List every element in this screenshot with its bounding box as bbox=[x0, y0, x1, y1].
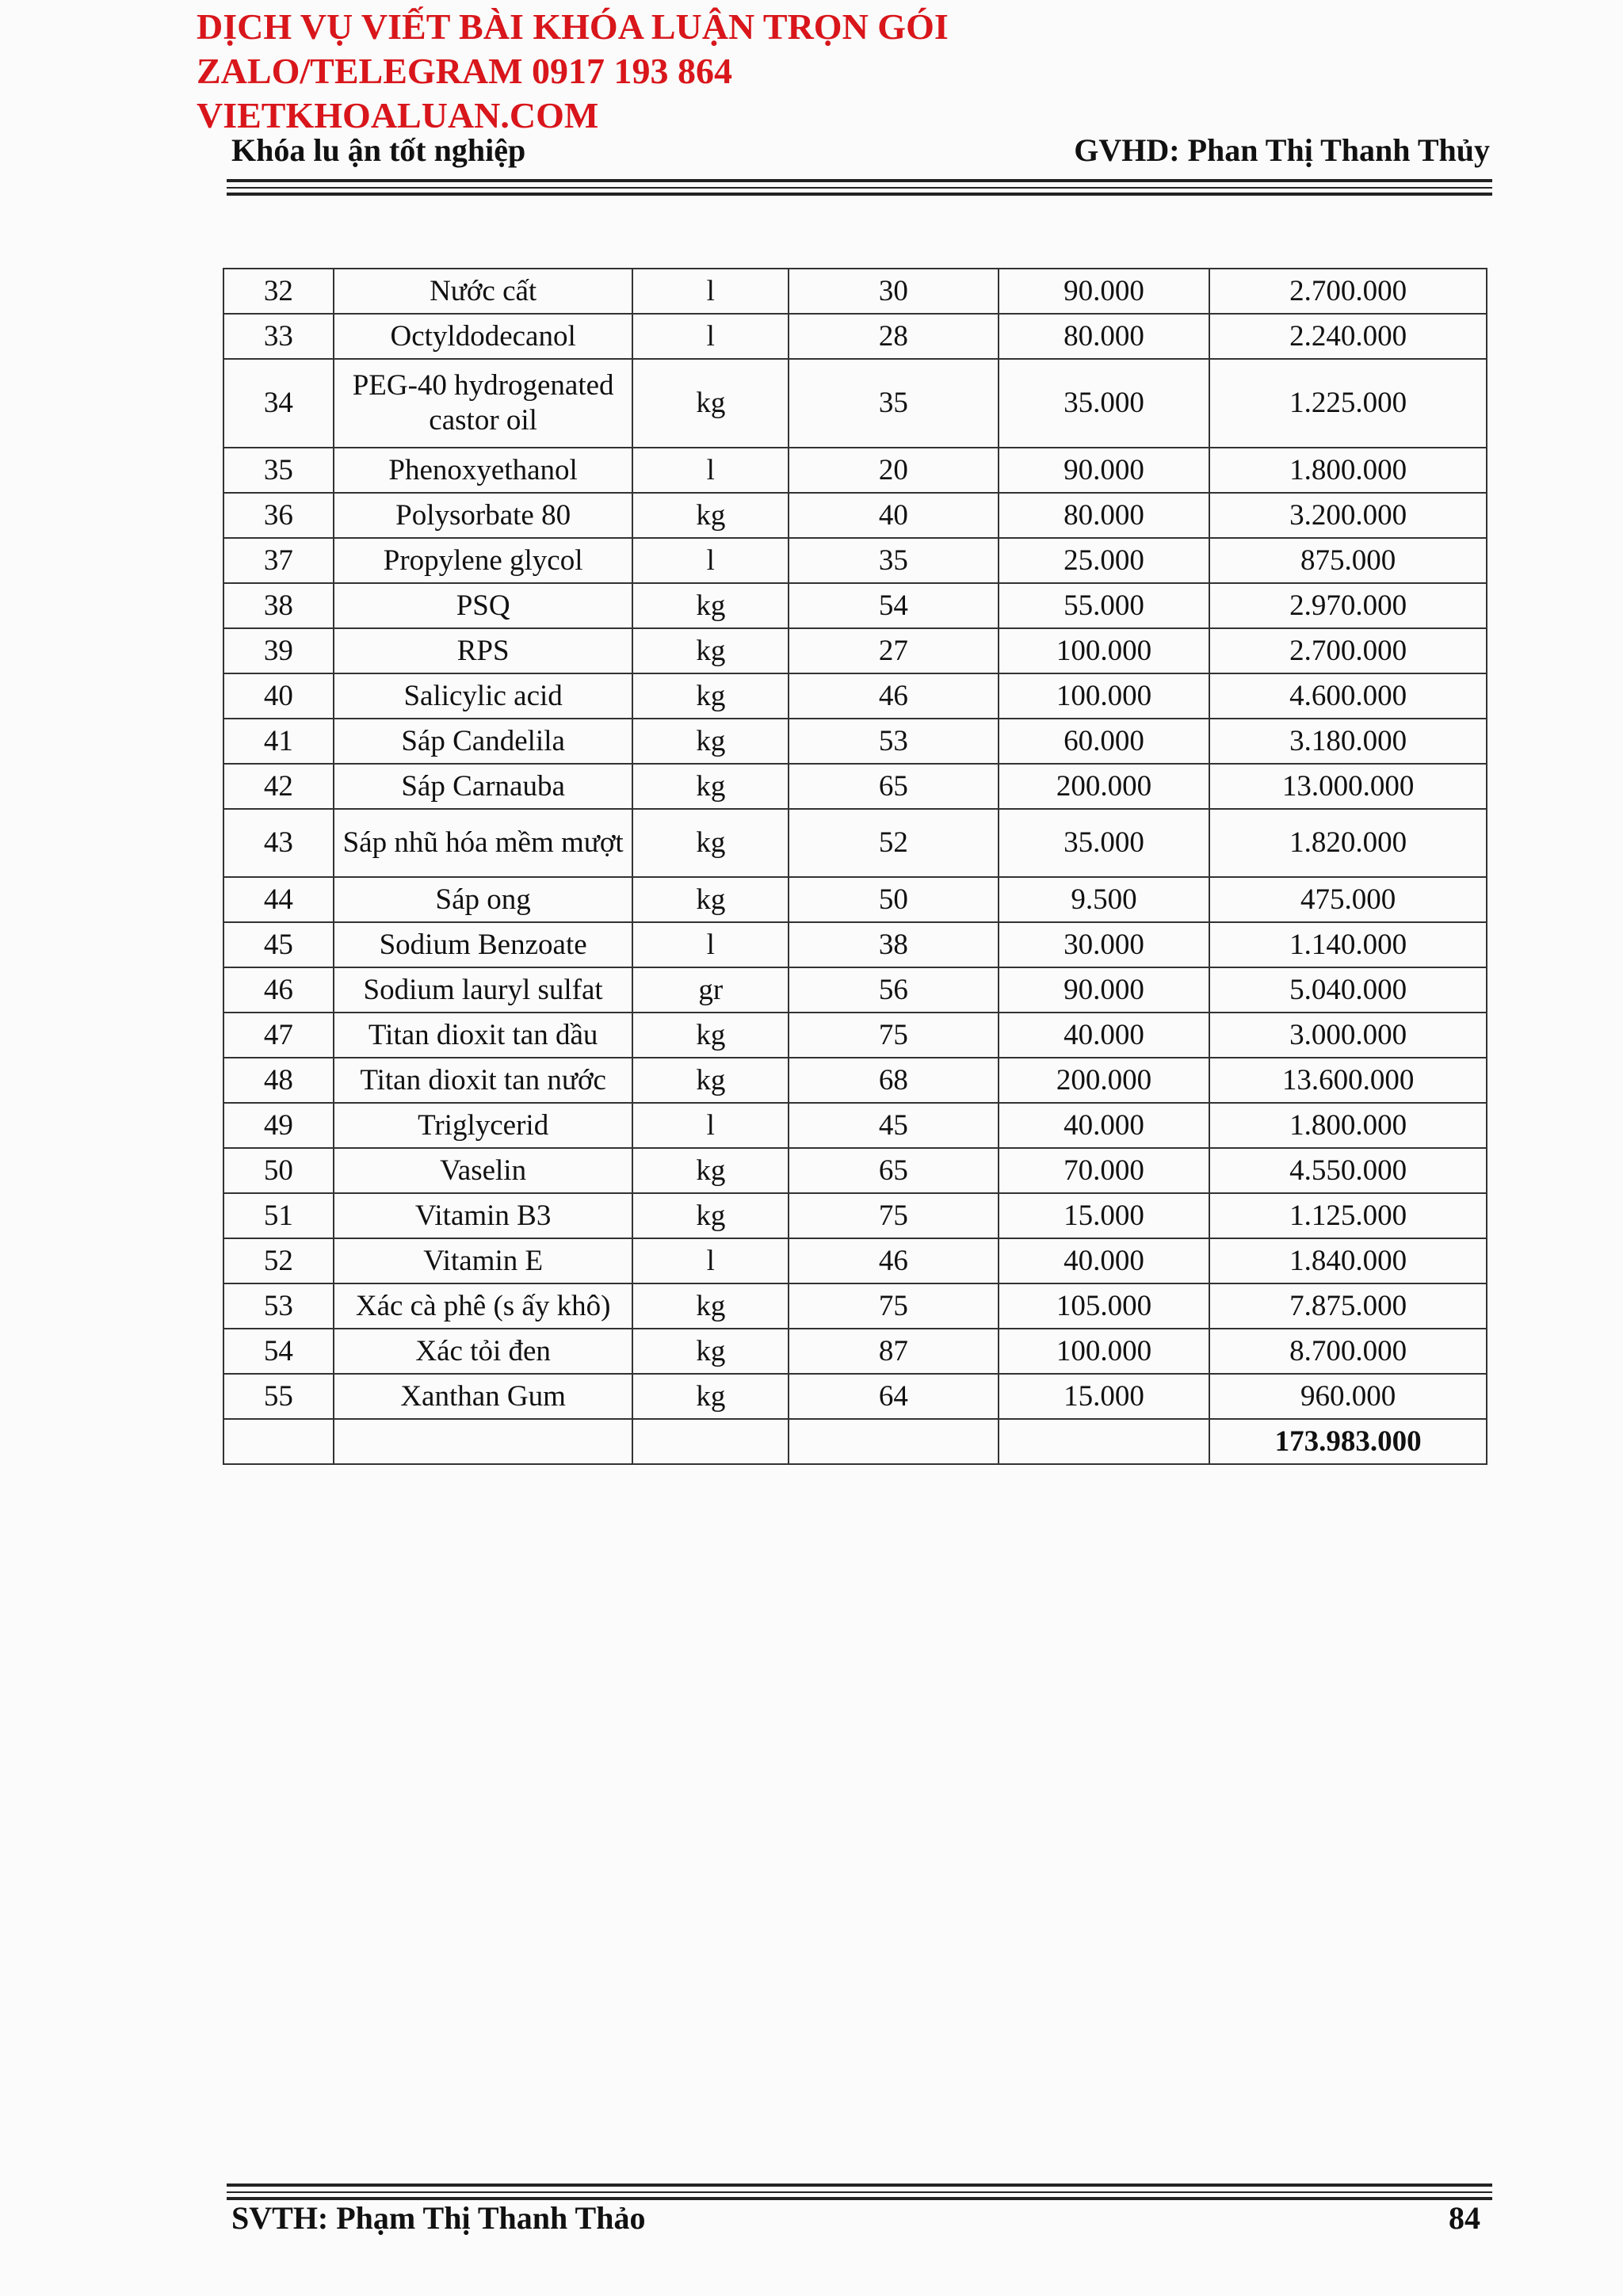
cell-amount: 475.000 bbox=[1209, 877, 1487, 922]
table-row bbox=[223, 877, 1487, 922]
cell-unit-price: 15.000 bbox=[999, 1374, 1210, 1419]
cell-unit-price: 60.000 bbox=[999, 719, 1210, 764]
cell-material: Titan dioxit tan dầu bbox=[334, 1013, 633, 1058]
cell-index: 41 bbox=[223, 719, 334, 764]
total-row bbox=[223, 1419, 1487, 1464]
cell-unit: kg bbox=[632, 628, 789, 673]
cell-material: PSQ bbox=[334, 583, 633, 628]
cell-unit-price: 70.000 bbox=[999, 1148, 1210, 1193]
cell-unit-price: 40.000 bbox=[999, 1013, 1210, 1058]
cell-unit: l bbox=[632, 314, 789, 359]
cell-amount: 4.600.000 bbox=[1209, 673, 1487, 719]
cell-material: Sodium Benzoate bbox=[334, 922, 633, 967]
cell-amount: 3.200.000 bbox=[1209, 493, 1487, 538]
cell-quantity: 52 bbox=[789, 809, 999, 877]
cell-material: Sáp Candelila bbox=[334, 719, 633, 764]
empty-cell bbox=[223, 1419, 334, 1464]
cell-index: 48 bbox=[223, 1058, 334, 1103]
table-row bbox=[223, 673, 1487, 719]
cell-index: 35 bbox=[223, 448, 334, 493]
cell-amount: 1.125.000 bbox=[1209, 1193, 1487, 1238]
cell-unit-price: 80.000 bbox=[999, 314, 1210, 359]
cell-unit: kg bbox=[632, 719, 789, 764]
cell-quantity: 53 bbox=[789, 719, 999, 764]
cell-amount: 1.820.000 bbox=[1209, 809, 1487, 877]
table-row bbox=[223, 1283, 1487, 1329]
table-row bbox=[223, 967, 1487, 1013]
cell-quantity: 28 bbox=[789, 314, 999, 359]
cell-quantity: 20 bbox=[789, 448, 999, 493]
cell-index: 52 bbox=[223, 1238, 334, 1283]
cell-unit: gr bbox=[632, 967, 789, 1013]
cell-unit: kg bbox=[632, 764, 789, 809]
cell-material: Salicylic acid bbox=[334, 673, 633, 719]
cell-unit-price: 40.000 bbox=[999, 1238, 1210, 1283]
table-row bbox=[223, 314, 1487, 359]
cell-amount: 8.700.000 bbox=[1209, 1329, 1487, 1374]
table-row bbox=[223, 1374, 1487, 1419]
cell-amount: 1.800.000 bbox=[1209, 1103, 1487, 1148]
cell-material: Vaselin bbox=[334, 1148, 633, 1193]
cell-material: Nước cất bbox=[334, 269, 633, 314]
cell-unit-price: 15.000 bbox=[999, 1193, 1210, 1238]
cell-material: Triglycerid bbox=[334, 1103, 633, 1148]
cell-index: 40 bbox=[223, 673, 334, 719]
empty-cell bbox=[632, 1419, 789, 1464]
cell-unit: kg bbox=[632, 359, 789, 448]
cell-quantity: 46 bbox=[789, 673, 999, 719]
cell-unit: kg bbox=[632, 1374, 789, 1419]
watermark-line-3: VIETKHOALUAN.COM bbox=[197, 95, 599, 135]
cell-unit-price: 80.000 bbox=[999, 493, 1210, 538]
cell-amount: 2.240.000 bbox=[1209, 314, 1487, 359]
header-supervisor: GVHD: Phan Thị Thanh Thủy bbox=[1074, 132, 1490, 168]
page-number: 84 bbox=[1449, 2200, 1480, 2236]
cell-unit-price: 25.000 bbox=[999, 538, 1210, 583]
empty-cell bbox=[334, 1419, 633, 1464]
cell-material: Sáp ong bbox=[334, 877, 633, 922]
cell-index: 34 bbox=[223, 359, 334, 448]
cell-amount: 5.040.000 bbox=[1209, 967, 1487, 1013]
cell-unit-price: 90.000 bbox=[999, 448, 1210, 493]
cell-index: 36 bbox=[223, 493, 334, 538]
cell-unit: l bbox=[632, 269, 789, 314]
table-row bbox=[223, 1148, 1487, 1193]
table-row bbox=[223, 1058, 1487, 1103]
cell-unit: l bbox=[632, 922, 789, 967]
watermark-banner bbox=[197, 5, 949, 138]
cell-unit-price: 100.000 bbox=[999, 628, 1210, 673]
cell-material: Titan dioxit tan nước bbox=[334, 1058, 633, 1103]
cell-quantity: 75 bbox=[789, 1193, 999, 1238]
cell-index: 47 bbox=[223, 1013, 334, 1058]
cell-quantity: 65 bbox=[789, 1148, 999, 1193]
cell-material: RPS bbox=[334, 628, 633, 673]
cell-quantity: 30 bbox=[789, 269, 999, 314]
cell-index: 45 bbox=[223, 922, 334, 967]
cell-index: 55 bbox=[223, 1374, 334, 1419]
cell-material: Xác cà phê (s ấy khô) bbox=[334, 1283, 633, 1329]
table-row bbox=[223, 922, 1487, 967]
cell-material: Propylene glycol bbox=[334, 538, 633, 583]
cell-unit-price: 40.000 bbox=[999, 1103, 1210, 1148]
table-row bbox=[223, 1013, 1487, 1058]
cell-unit-price: 90.000 bbox=[999, 269, 1210, 314]
cell-quantity: 65 bbox=[789, 764, 999, 809]
cell-index: 51 bbox=[223, 1193, 334, 1238]
cell-amount: 1.840.000 bbox=[1209, 1238, 1487, 1283]
table-row bbox=[223, 1238, 1487, 1283]
table-row bbox=[223, 764, 1487, 809]
table-row bbox=[223, 359, 1487, 448]
cell-quantity: 64 bbox=[789, 1374, 999, 1419]
cell-quantity: 75 bbox=[789, 1283, 999, 1329]
cell-unit-price: 30.000 bbox=[999, 922, 1210, 967]
cell-unit: l bbox=[632, 538, 789, 583]
cell-quantity: 87 bbox=[789, 1329, 999, 1374]
cell-index: 43 bbox=[223, 809, 334, 877]
cell-material: Vitamin E bbox=[334, 1238, 633, 1283]
empty-cell bbox=[789, 1419, 999, 1464]
cell-quantity: 35 bbox=[789, 359, 999, 448]
cell-quantity: 38 bbox=[789, 922, 999, 967]
cell-amount: 7.875.000 bbox=[1209, 1283, 1487, 1329]
cell-unit: kg bbox=[632, 1193, 789, 1238]
cell-unit: l bbox=[632, 1238, 789, 1283]
cell-amount: 2.970.000 bbox=[1209, 583, 1487, 628]
materials-cost-table bbox=[223, 268, 1487, 1465]
header-rule bbox=[227, 179, 1492, 182]
cell-unit: kg bbox=[632, 1148, 789, 1193]
cell-material: Xanthan Gum bbox=[334, 1374, 633, 1419]
cell-amount: 3.000.000 bbox=[1209, 1013, 1487, 1058]
footer-rule bbox=[227, 2191, 1492, 2193]
footer-rule bbox=[227, 2183, 1492, 2187]
watermark-line-1: DỊCH VỤ VIẾT BÀI KHÓA LUẬN TRỌN GÓI bbox=[197, 6, 949, 47]
cell-material: Vitamin B3 bbox=[334, 1193, 633, 1238]
cell-quantity: 40 bbox=[789, 493, 999, 538]
table-row bbox=[223, 1103, 1487, 1148]
cell-unit-price: 35.000 bbox=[999, 359, 1210, 448]
cell-index: 38 bbox=[223, 583, 334, 628]
cell-index: 50 bbox=[223, 1148, 334, 1193]
cell-unit-price: 200.000 bbox=[999, 1058, 1210, 1103]
cell-material: Sáp Carnauba bbox=[334, 764, 633, 809]
cell-amount: 1.140.000 bbox=[1209, 922, 1487, 967]
cell-unit: kg bbox=[632, 1329, 789, 1374]
cell-material: Octyldodecanol bbox=[334, 314, 633, 359]
cell-quantity: 27 bbox=[789, 628, 999, 673]
table-row bbox=[223, 448, 1487, 493]
cell-quantity: 35 bbox=[789, 538, 999, 583]
cell-unit: kg bbox=[632, 877, 789, 922]
table-row bbox=[223, 269, 1487, 314]
cell-material: Sáp nhũ hóa mềm mượt bbox=[334, 809, 633, 877]
cell-unit-price: 35.000 bbox=[999, 809, 1210, 877]
cell-unit: kg bbox=[632, 673, 789, 719]
cell-quantity: 45 bbox=[789, 1103, 999, 1148]
cell-material: Sodium lauryl sulfat bbox=[334, 967, 633, 1013]
cell-index: 53 bbox=[223, 1283, 334, 1329]
cell-unit: kg bbox=[632, 1283, 789, 1329]
cell-unit: kg bbox=[632, 809, 789, 877]
cell-unit: l bbox=[632, 1103, 789, 1148]
cell-unit-price: 200.000 bbox=[999, 764, 1210, 809]
cell-index: 37 bbox=[223, 538, 334, 583]
cell-quantity: 50 bbox=[789, 877, 999, 922]
table-row bbox=[223, 1329, 1487, 1374]
cell-unit-price: 105.000 bbox=[999, 1283, 1210, 1329]
table-body bbox=[223, 269, 1487, 1464]
cell-unit-price: 100.000 bbox=[999, 673, 1210, 719]
cell-quantity: 54 bbox=[789, 583, 999, 628]
cell-quantity: 46 bbox=[789, 1238, 999, 1283]
cell-amount: 2.700.000 bbox=[1209, 628, 1487, 673]
footer-author: SVTH: Phạm Thị Thanh Thảo bbox=[231, 2200, 646, 2236]
table-row bbox=[223, 719, 1487, 764]
cell-unit-price: 100.000 bbox=[999, 1329, 1210, 1374]
cell-unit: kg bbox=[632, 1058, 789, 1103]
cell-unit-price: 90.000 bbox=[999, 967, 1210, 1013]
cell-amount: 1.225.000 bbox=[1209, 359, 1487, 448]
cell-amount: 1.800.000 bbox=[1209, 448, 1487, 493]
grand-total: 173.983.000 bbox=[1209, 1419, 1487, 1464]
header-thesis-label: Khóa lu ận tốt nghiệp bbox=[231, 132, 526, 168]
cell-material: PEG-40 hydrogenated castor oil bbox=[334, 359, 633, 448]
cell-quantity: 75 bbox=[789, 1013, 999, 1058]
table-row bbox=[223, 583, 1487, 628]
cell-index: 33 bbox=[223, 314, 334, 359]
cell-quantity: 56 bbox=[789, 967, 999, 1013]
cell-unit: l bbox=[632, 448, 789, 493]
watermark-line-2: ZALO/TELEGRAM 0917 193 864 bbox=[197, 51, 733, 91]
empty-cell bbox=[999, 1419, 1210, 1464]
cell-index: 44 bbox=[223, 877, 334, 922]
cell-unit: kg bbox=[632, 493, 789, 538]
cell-index: 49 bbox=[223, 1103, 334, 1148]
cell-amount: 4.550.000 bbox=[1209, 1148, 1487, 1193]
cell-unit-price: 9.500 bbox=[999, 877, 1210, 922]
cell-index: 46 bbox=[223, 967, 334, 1013]
cell-material: Xác tỏi đen bbox=[334, 1329, 633, 1374]
running-header bbox=[231, 132, 1490, 169]
cell-index: 54 bbox=[223, 1329, 334, 1374]
cell-amount: 2.700.000 bbox=[1209, 269, 1487, 314]
table-row bbox=[223, 538, 1487, 583]
cell-unit: kg bbox=[632, 1013, 789, 1058]
running-footer bbox=[231, 2199, 1480, 2237]
table-row bbox=[223, 809, 1487, 877]
cell-amount: 13.600.000 bbox=[1209, 1058, 1487, 1103]
table-row bbox=[223, 1193, 1487, 1238]
cell-index: 39 bbox=[223, 628, 334, 673]
cell-material: Phenoxyethanol bbox=[334, 448, 633, 493]
cell-quantity: 68 bbox=[789, 1058, 999, 1103]
cell-index: 42 bbox=[223, 764, 334, 809]
header-rule bbox=[227, 193, 1492, 196]
table-row bbox=[223, 628, 1487, 673]
table-row bbox=[223, 493, 1487, 538]
cell-amount: 960.000 bbox=[1209, 1374, 1487, 1419]
cell-unit: kg bbox=[632, 583, 789, 628]
header-rule bbox=[227, 187, 1492, 189]
cell-unit-price: 55.000 bbox=[999, 583, 1210, 628]
cell-amount: 875.000 bbox=[1209, 538, 1487, 583]
cell-material: Polysorbate 80 bbox=[334, 493, 633, 538]
cell-amount: 3.180.000 bbox=[1209, 719, 1487, 764]
cell-amount: 13.000.000 bbox=[1209, 764, 1487, 809]
cell-index: 32 bbox=[223, 269, 334, 314]
